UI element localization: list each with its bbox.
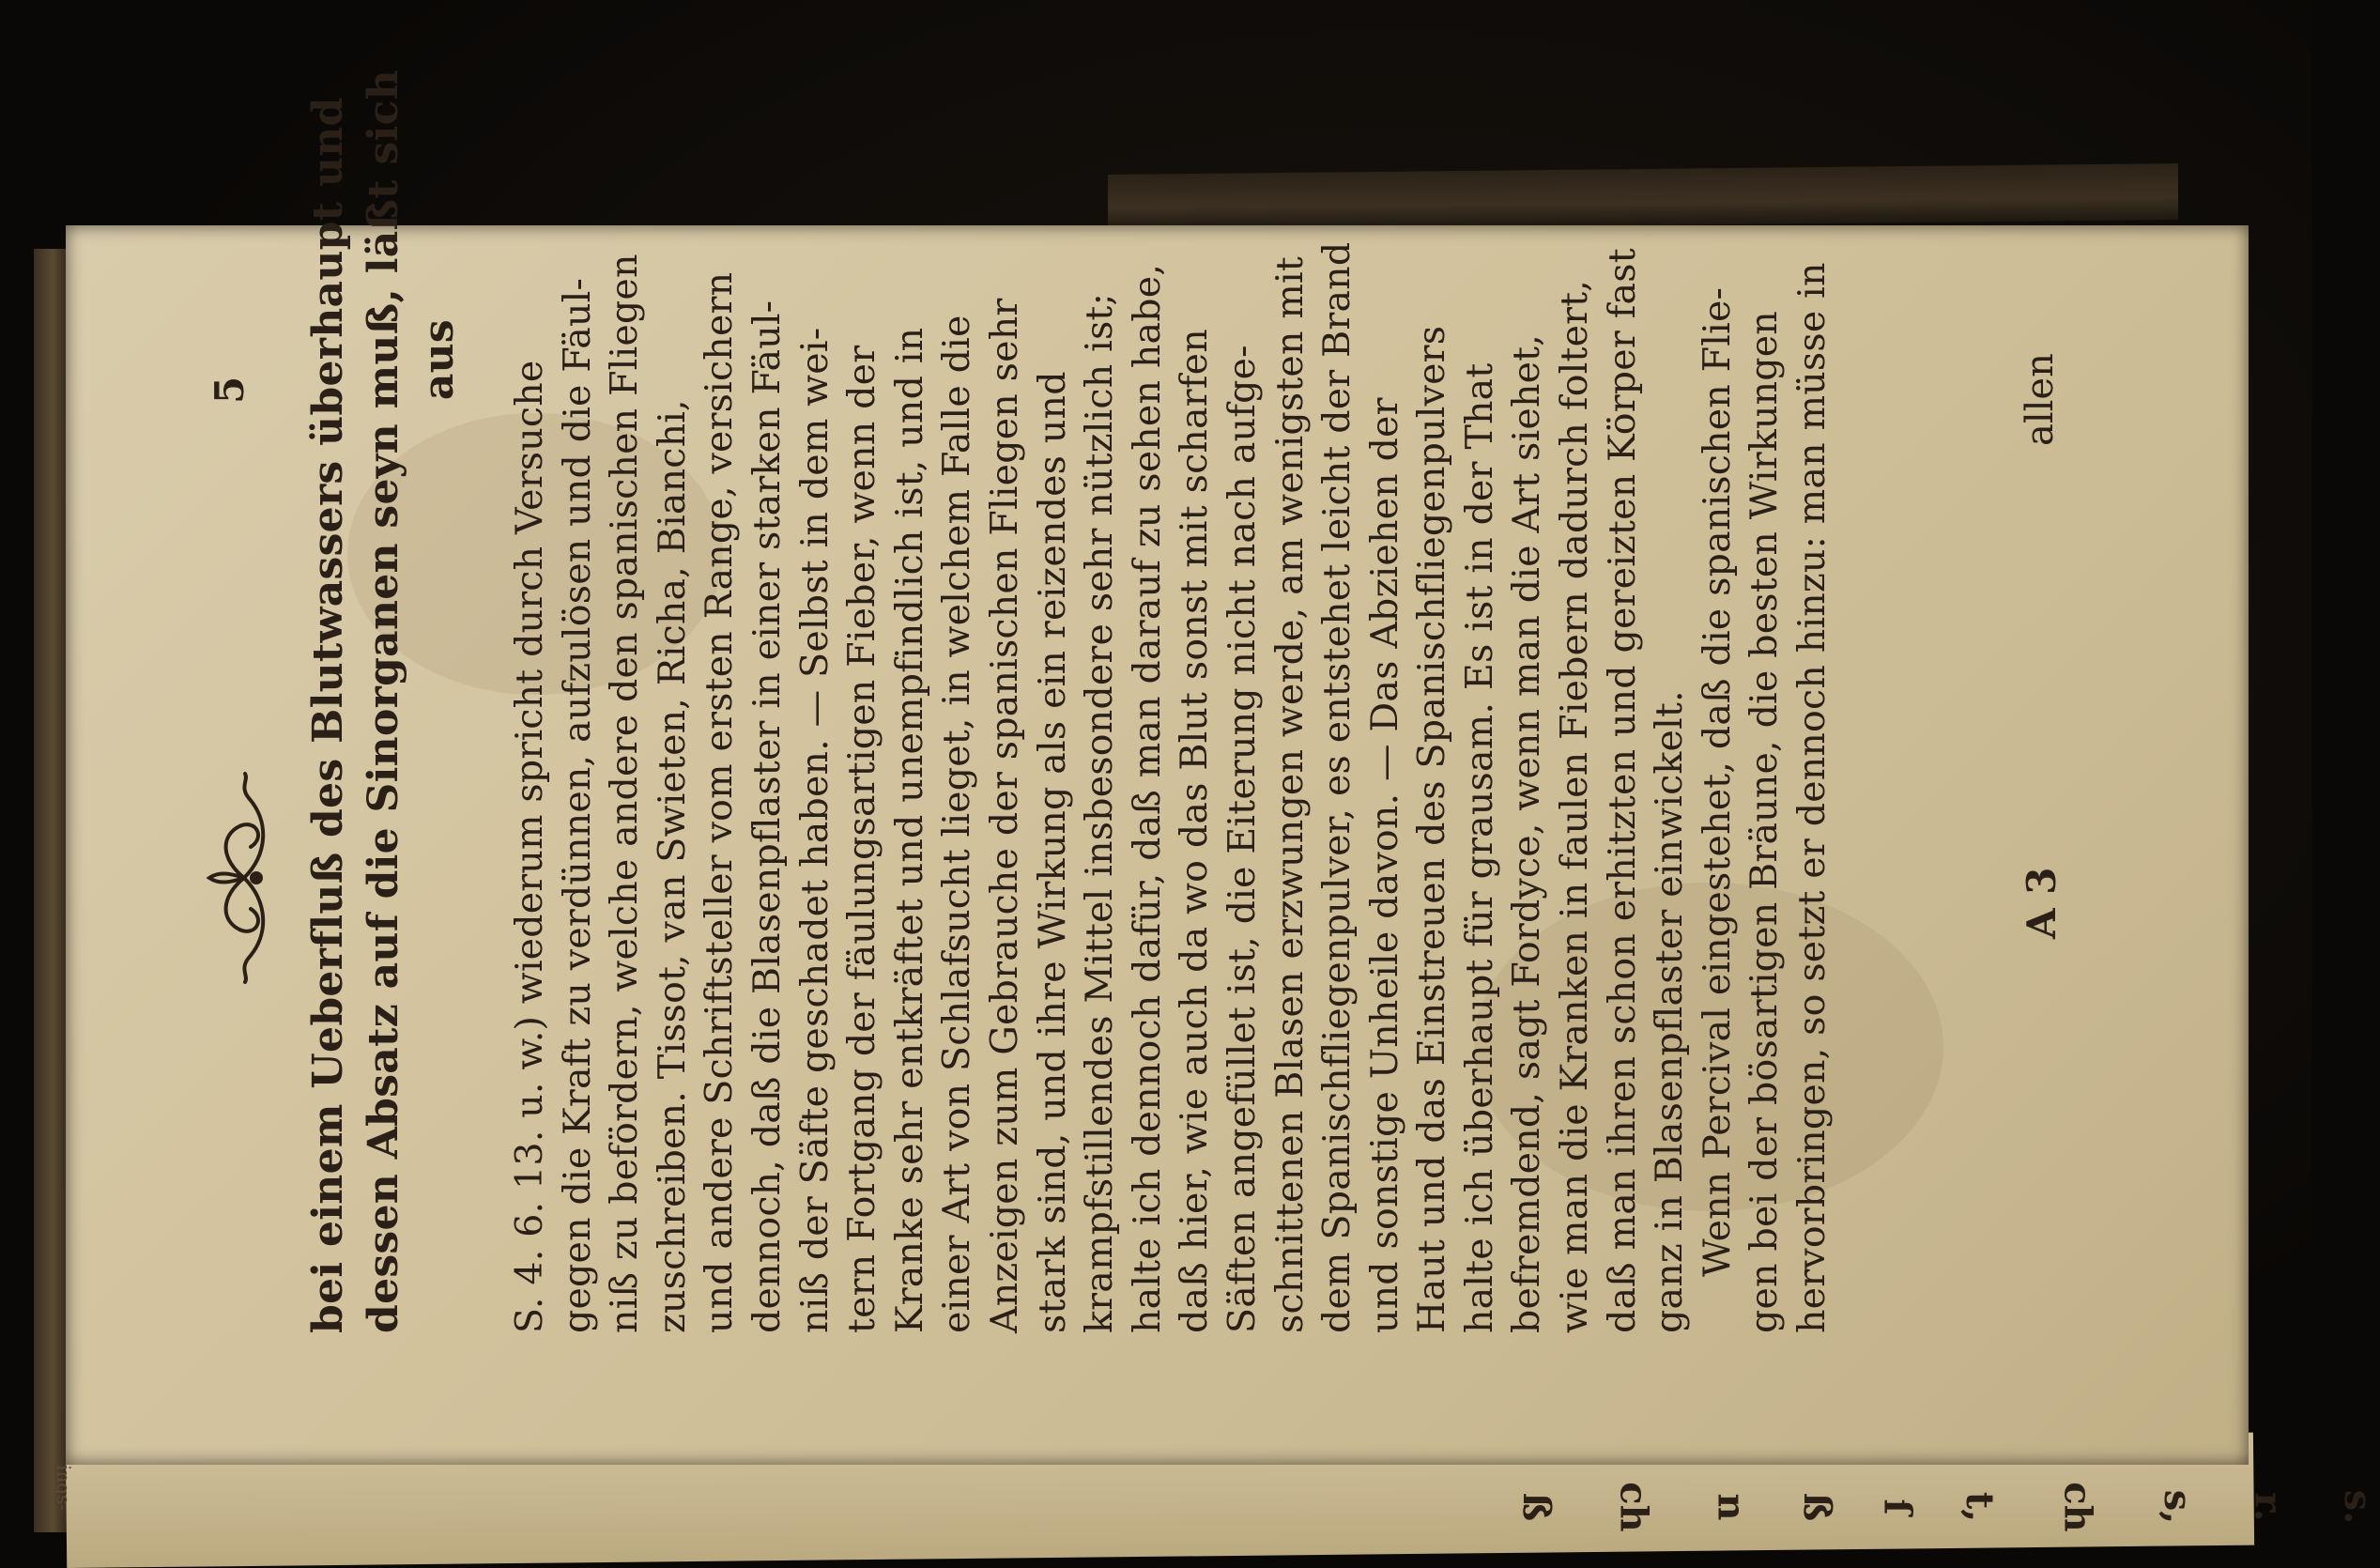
facing-page-glyph: s.	[2336, 1489, 2380, 1525]
text-line: einer Art von Schlafsucht lieget, in welchem Falle die	[935, 315, 979, 1333]
text-line: Kranke sehr entkräftet und unempfindlich ist, und in	[887, 327, 931, 1333]
text-line: hervorbringen, so setzt er dennoch hinzu: man müsse in	[1790, 262, 1835, 1333]
text-line: dessen Absatz auf die Sinorganen seyn muß, läßt sich	[360, 69, 407, 1333]
signature-mark: A 3	[2019, 867, 2065, 939]
rotated-text-frame	[66, 69, 2249, 1465]
book-page	[66, 69, 2249, 1465]
facing-page-text	[1514, 1482, 2380, 1532]
facing-page-glyph: ß	[1514, 1492, 1559, 1522]
text-line: und sonstige Unheile davon. — Das Abziehen der	[1362, 397, 1406, 1333]
facing-page-glyph: r.	[2246, 1492, 2291, 1522]
facing-page-glyph: t,	[1957, 1491, 2002, 1523]
text-line: und andere Schriftsteller vom ersten Range, versichern	[698, 271, 742, 1333]
text-line: gen bei der bösartigen Bräune, die besten Wirkungen	[1743, 311, 1787, 1333]
text-line: halte ich dennoch dafür, daß man darauf zu sehen habe,	[1125, 263, 1169, 1333]
text-line: tern Fortgang der fäulungsartigen Fieber, wenn der	[840, 345, 884, 1333]
book-spine-edge	[1108, 163, 2178, 231]
page-body-text	[300, 69, 1836, 1333]
printer-ornament	[202, 770, 286, 986]
text-line: niß der Säfte geschadet haben. — Selbst in dem wei-	[792, 327, 837, 1333]
text-line: Haut und das Einstreuen des Spanischfliegenpulvers	[1410, 325, 1454, 1333]
text-line: krampfstillendes Mittel insbesondere sehr nützlich ist;	[1078, 293, 1122, 1333]
text-line: schnittenen Blasen erzwungen werde, am wenigsten mit	[1267, 256, 1312, 1333]
facing-page-glyph: ß	[1795, 1492, 1840, 1522]
text-line: dennoch, daß die Blasenpflaster in einer starken Fäul-	[745, 300, 789, 1333]
text-line: bei einem Ueberfluß des Blutwassers überhaupt und	[304, 97, 352, 1333]
facing-page-glyph: ch	[1612, 1482, 1657, 1532]
facing-page-glyph: s,	[2156, 1489, 2201, 1525]
text-line: Anzeigen zum Gebrauche der spanischen Fliegen sehr	[982, 298, 1026, 1333]
text-line: dem Spanischfliegenpulver, es entstehet leicht der Brand	[1315, 241, 1359, 1333]
text-line: befremdend, sagt Fordyce, wenn man die Art siehet,	[1505, 334, 1549, 1333]
facing-page-glyph: ſ	[1875, 1499, 1920, 1515]
text-line: Säften angefüllet ist, die Eiterung nicht nach aufge-	[1220, 345, 1264, 1333]
text-line: gegen die Kraft zu verdünnen, aufzulösen und die Fäul-	[555, 277, 599, 1333]
margin-fragment: ings-	[53, 1465, 75, 1512]
text-line: niß zu befördern, welche andere den spanischen Fliegen	[603, 254, 647, 1333]
text-line: zuschreiben. Tissot, van Swieten, Richa, Bianchi,	[650, 399, 694, 1333]
text-line: wie man die Kranken in faulen Fiebern dadurch foltert,	[1553, 279, 1597, 1333]
text-line: Wenn Percival eingestehet, daß die spanischen Flie-	[1695, 286, 1739, 1277]
paragraph-gap	[467, 319, 506, 1333]
facing-page-glyph: ch	[2055, 1482, 2100, 1532]
text-line: ganz in Blasenpflaster einwickelt.	[1648, 690, 1692, 1333]
page-number: 5	[207, 376, 253, 404]
text-line: stark sind, und ihre Wirkung als ein reizendes und	[1030, 371, 1074, 1333]
catchword: allen	[2019, 353, 2062, 446]
text-line: daß hier, wie auch da wo das Blut sonst mit scharfen	[1173, 329, 1217, 1333]
text-line: daß man ihren schon erhitzten und gereizten Körper fast	[1600, 248, 1644, 1333]
facing-page-glyph: n	[1709, 1493, 1754, 1521]
text-line: aus	[415, 319, 463, 401]
text-line: halte ich überhaupt für grausam. Es ist in der That	[1457, 362, 1501, 1333]
text-line: S. 4. 6. 13. u. w.) wiederum spricht durch Versuche	[508, 360, 551, 1333]
